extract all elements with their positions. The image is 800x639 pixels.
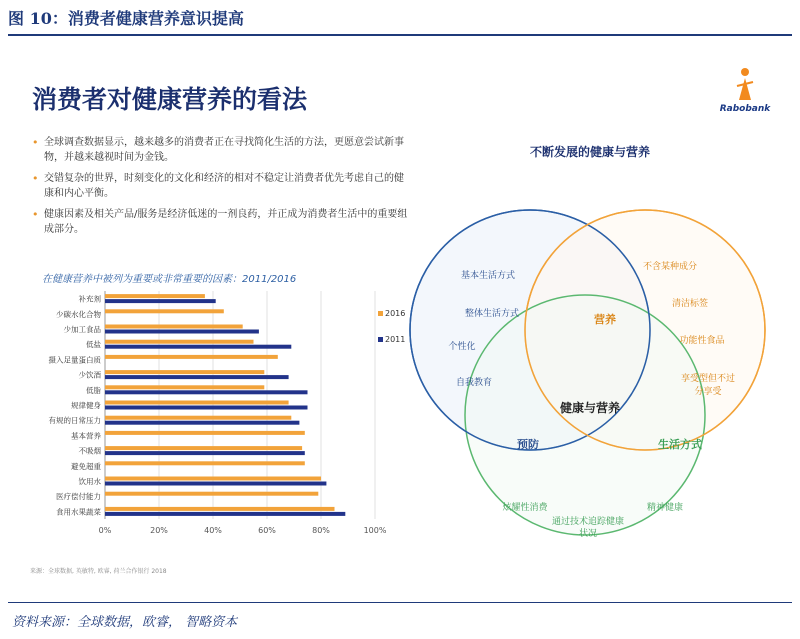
bar-2011 bbox=[105, 421, 299, 425]
x-tick-label: 20% bbox=[150, 526, 168, 535]
bar-2016 bbox=[105, 309, 224, 313]
category-label: 规律健身 bbox=[71, 401, 101, 410]
rabobank-logo-text: Rabobank bbox=[719, 104, 771, 114]
venn-overlap-lifestyle: 生活方式 bbox=[658, 438, 702, 451]
category-label: 饮用水 bbox=[78, 477, 101, 486]
rabobank-logo bbox=[715, 60, 775, 120]
venn-green-item: 炫耀性消费 bbox=[502, 503, 548, 513]
bar-2016 bbox=[105, 477, 321, 481]
x-tick-label: 40% bbox=[204, 526, 222, 535]
bar-2016 bbox=[105, 416, 291, 420]
category-label: 补充剂 bbox=[78, 294, 101, 304]
category-label: 有规的日常压力 bbox=[48, 416, 101, 426]
venn-overlap-prevention: 预防 bbox=[517, 438, 539, 451]
bar-2011 bbox=[105, 482, 326, 486]
venn-center-label: 健康与营养 bbox=[559, 401, 621, 415]
slide bbox=[20, 50, 780, 590]
venn-blue-item: 自我教育 bbox=[455, 378, 493, 388]
bar-2016 bbox=[105, 461, 305, 465]
bar-2016 bbox=[105, 401, 289, 405]
venn-green-item: 状况 bbox=[578, 529, 598, 539]
category-label: 少加工食品 bbox=[63, 325, 101, 334]
bar-2016 bbox=[105, 325, 243, 329]
source-note: 资料来源：全球数据，欧睿， 智略资本 bbox=[12, 615, 238, 630]
bar-2011 bbox=[105, 390, 308, 394]
bar-2016 bbox=[105, 431, 305, 435]
category-label: 低盐 bbox=[86, 340, 101, 350]
bullet-item: • 交错复杂的世界，时刻变化的文化和经济的相对不稳定让消费者优先考虑自己的健康和内心平衡。 bbox=[32, 171, 412, 201]
bar-2016 bbox=[105, 507, 335, 511]
bar-2016 bbox=[105, 355, 278, 359]
venn-blue-item: 整体生活方式 bbox=[464, 309, 520, 319]
venn-orange-item: 享受型但不过 bbox=[680, 374, 736, 384]
x-tick-label: 100% bbox=[363, 526, 387, 535]
bullet-item: • 健康因素及相关产品/服务是经济低迷的一剂良药，并正成为消费者生活中的重要组成部分。 bbox=[32, 207, 412, 237]
figure-title: 图 10：消费者健康营养意识提高 bbox=[8, 9, 244, 28]
venn-green-item: 精神健康 bbox=[646, 503, 684, 513]
x-tick-label: 60% bbox=[258, 526, 276, 535]
legend-swatch-2011 bbox=[378, 337, 383, 342]
chart-title: 在健康营养中被列为重要或非常重要的因素：2011/2016 bbox=[42, 274, 297, 285]
legend-label: 2011 bbox=[385, 335, 406, 344]
bar-2011 bbox=[105, 330, 259, 334]
venn-orange-item: 分享受 bbox=[694, 387, 722, 397]
bar-2016 bbox=[105, 385, 264, 389]
bar-2016 bbox=[105, 294, 205, 298]
bottom-rule bbox=[8, 602, 792, 603]
category-label: 不吸烟 bbox=[78, 446, 101, 456]
bullet-list bbox=[32, 135, 412, 243]
bar-2016 bbox=[105, 446, 302, 450]
bar-2011 bbox=[105, 345, 291, 349]
venn-circle-green bbox=[465, 295, 705, 535]
x-tick-label: 0% bbox=[98, 526, 112, 535]
venn-diagram bbox=[400, 140, 770, 540]
category-label: 基本营养 bbox=[71, 431, 101, 441]
slide-heading: 消费者对健康营养的看法 bbox=[32, 85, 308, 114]
venn-overlap-nutrition: 营养 bbox=[594, 313, 616, 326]
venn-blue-item: 个性化 bbox=[448, 342, 476, 352]
venn-title: 不断发展的健康与营养 bbox=[529, 145, 651, 159]
venn-green-item: 通过技术追踪健康 bbox=[551, 517, 625, 527]
bar-2011 bbox=[105, 299, 216, 303]
category-label: 食用水果蔬菜 bbox=[56, 507, 101, 517]
category-label: 摄入足量蛋白质 bbox=[48, 355, 101, 365]
bar-chart bbox=[20, 286, 406, 566]
category-label: 少饮酒 bbox=[78, 370, 101, 380]
venn-orange-item: 功能性食品 bbox=[679, 336, 725, 346]
rabobank-icon bbox=[715, 60, 775, 104]
category-label: 低脂 bbox=[86, 385, 101, 395]
chart-note: 来源：全球数据, 英敏特, 欧睿, 荷兰合作银行 2018 bbox=[30, 568, 167, 575]
top-rule bbox=[8, 34, 792, 36]
legend-label: 2016 bbox=[385, 309, 406, 318]
category-label: 少碳水化合物 bbox=[56, 309, 101, 319]
category-label: 避免超重 bbox=[71, 461, 101, 471]
bar-2016 bbox=[105, 492, 318, 496]
x-tick-label: 80% bbox=[312, 526, 330, 535]
bar-2016 bbox=[105, 370, 264, 374]
bar-2011 bbox=[105, 451, 305, 455]
venn-orange-item: 不含某种成分 bbox=[642, 262, 698, 272]
bar-2011 bbox=[105, 512, 345, 516]
bar-2011 bbox=[105, 375, 289, 379]
category-label: 医疗偿付能力 bbox=[56, 492, 101, 502]
legend-swatch-2016 bbox=[378, 311, 383, 316]
bullet-item: • 全球调查数据显示，越来越多的消费者正在寻找简化生活的方法，更愿意尝试新事物，并越来越视时间为金钱。 bbox=[32, 135, 412, 165]
bar-2016 bbox=[105, 340, 254, 344]
bar-2011 bbox=[105, 406, 308, 410]
venn-blue-item: 基本生活方式 bbox=[460, 271, 516, 281]
venn-orange-item: 清洁标签 bbox=[671, 299, 709, 309]
